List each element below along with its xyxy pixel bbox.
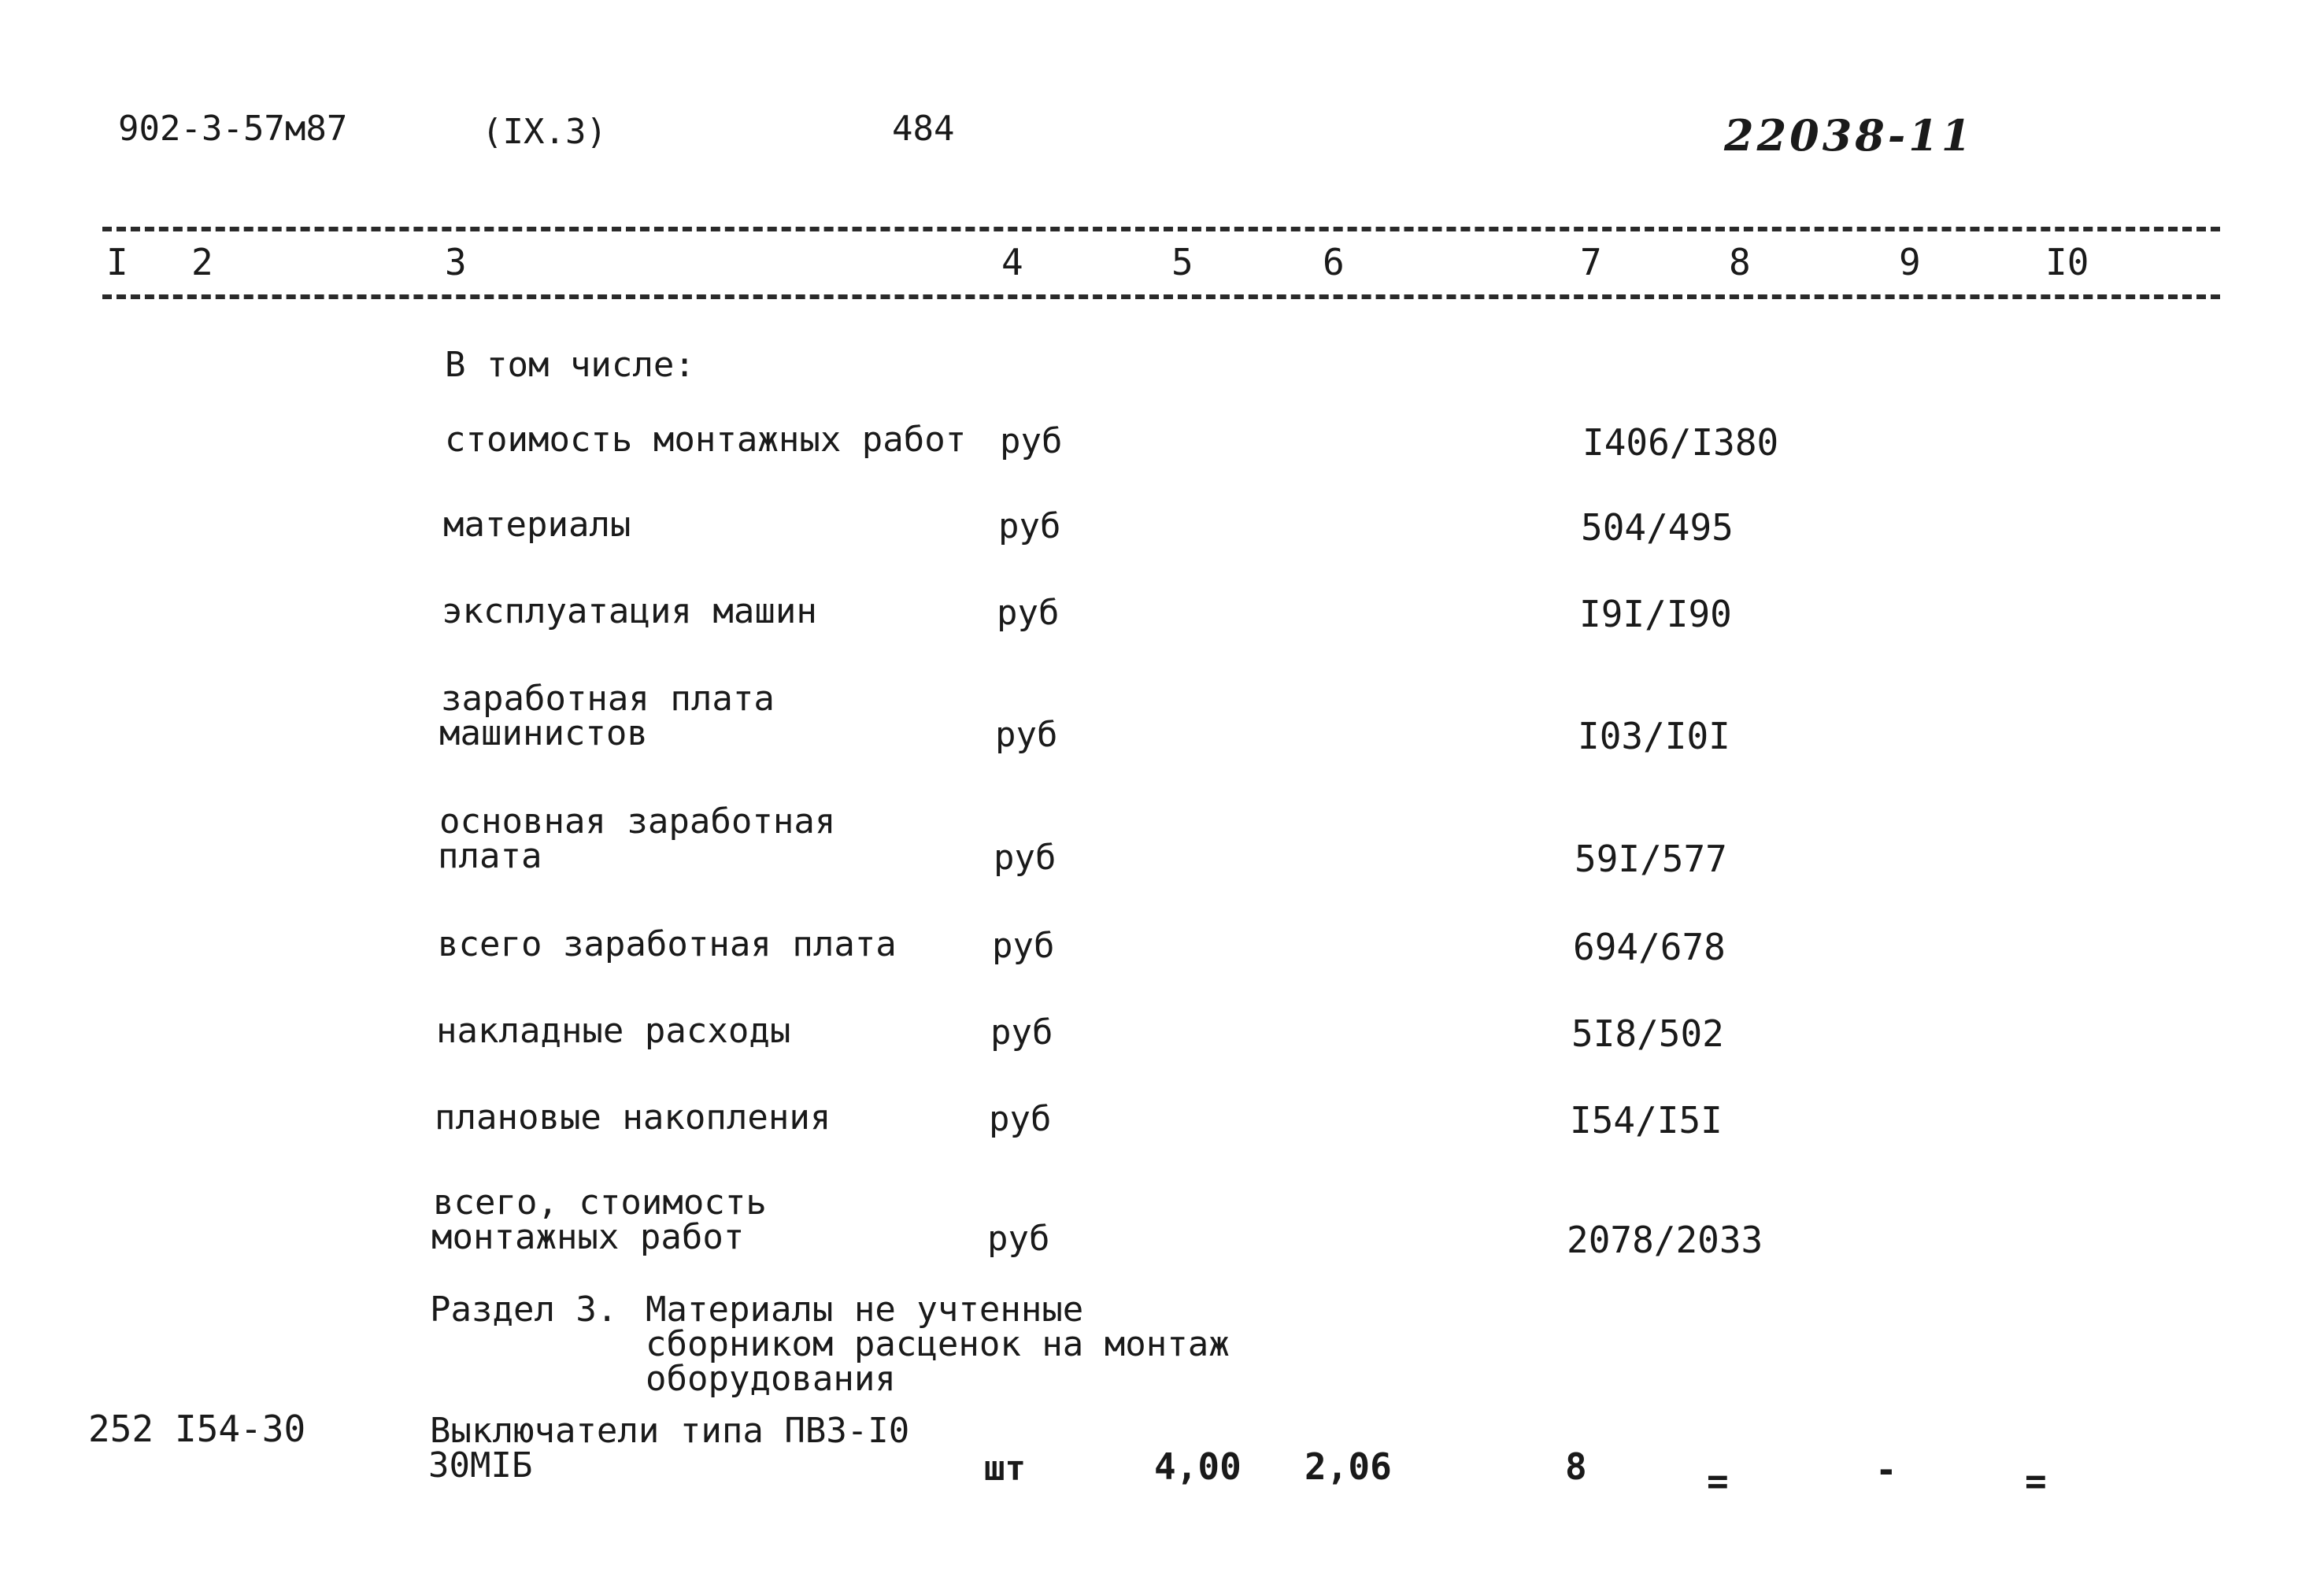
row-unit: руб [987, 1219, 1050, 1259]
row-value: 2078/2033 [1567, 1219, 1763, 1261]
row-label: эксплуатация машин [442, 591, 817, 631]
handwritten-reference: 22038-11 [1724, 110, 1974, 161]
row-value: 5I8/502 [1571, 1012, 1724, 1055]
row-label-continued: машинистов [439, 713, 648, 753]
item-name: Выключатели типа ПВЗ-I0 [430, 1411, 910, 1451]
column-number-4: 4 [1001, 241, 1023, 283]
row-label: стоимость монтажных работ [445, 420, 967, 460]
item-col8-mark: = [1707, 1460, 1729, 1502]
section-prefix: Раздел 3. [430, 1290, 618, 1330]
row-label: всего, стоимость [433, 1182, 767, 1223]
column-number-8: 8 [1729, 241, 1751, 283]
section-title-line-3: оборудования [646, 1359, 896, 1399]
row-unit: руб [990, 1012, 1053, 1053]
row-label: накладные расходы [436, 1011, 791, 1051]
row-unit: руб [989, 1099, 1052, 1139]
intro-label: В том числе: [445, 345, 695, 385]
row-label: основная заработная [439, 801, 836, 842]
row-value: I406/I380 [1582, 421, 1779, 464]
section-title-line-1: Материалы не учтенные [646, 1290, 1084, 1330]
column-number-2: 2 [191, 241, 213, 283]
column-number-7: 7 [1580, 241, 1602, 283]
row-label: заработная плата [441, 679, 775, 719]
item-col10-mark: = [2025, 1460, 2047, 1502]
row-value: I54/I5I [1570, 1099, 1723, 1142]
row-value: 59I/577 [1575, 838, 1727, 880]
column-number-6: 6 [1323, 241, 1345, 283]
column-number-3: 3 [445, 241, 467, 283]
column-number-9: 9 [1899, 241, 1921, 283]
section-code: (IX.3) [482, 112, 607, 152]
item-code: I54-30 [175, 1408, 306, 1450]
column-number-1: I [106, 241, 128, 283]
item-quantity: 4,00 [1154, 1445, 1242, 1488]
bottom-dashed-rule [102, 294, 2220, 299]
row-value: 694/678 [1573, 926, 1726, 968]
item-price: 2,06 [1304, 1445, 1392, 1488]
row-unit: руб [997, 593, 1060, 633]
row-label: всего заработная плата [438, 924, 897, 964]
row-label-continued: монтажных работ [431, 1217, 745, 1257]
row-unit: руб [1000, 421, 1063, 461]
row-value: I9I/I90 [1579, 593, 1732, 635]
row-unit: руб [995, 715, 1058, 755]
document-code: 902-3-57м87 [118, 109, 348, 149]
item-number: 252 [88, 1408, 154, 1450]
row-value: I03/I0I [1578, 715, 1730, 757]
row-unit: руб [998, 506, 1061, 546]
column-number-10: I0 [2045, 241, 2089, 283]
row-unit: руб [994, 838, 1057, 878]
page-number: 484 [892, 109, 955, 149]
top-dashed-rule [102, 227, 2220, 231]
section-title-line-2: сборником расценок на монтаж [646, 1324, 1230, 1364]
row-label-continued: плата [438, 836, 542, 876]
row-value: 504/495 [1581, 506, 1734, 549]
item-col9-mark: - [1875, 1449, 1897, 1491]
item-name-continued: 30МIБ [428, 1445, 533, 1486]
item-unit: шт [984, 1449, 1026, 1489]
row-label: плановые накопления [435, 1097, 831, 1138]
row-label: материалы [443, 505, 631, 545]
item-total: 8 [1565, 1445, 1587, 1488]
row-unit: руб [992, 926, 1055, 966]
column-number-5: 5 [1171, 241, 1193, 283]
